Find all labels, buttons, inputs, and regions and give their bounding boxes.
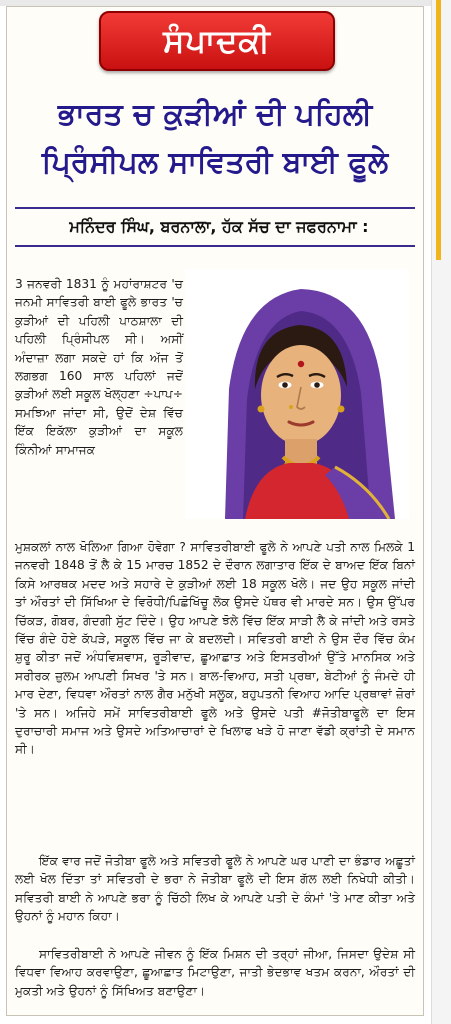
portrait-illustration — [185, 269, 409, 519]
byline-rule-top — [15, 207, 415, 209]
article-paragraph-4: ਸਾਵਿਤਰੀਬਾਈ ਨੇ ਆਪਣੇ ਜੀਵਨ ਨੂੰ ਇੱਕ ਮਿਸ਼ਨ ਦੀ ਤਰ੍ਹਾਂ ਜੀਆ, ਜਿਸਦਾ ਉਦੇਸ਼ ਸੀ ਵਿਧਵਾ ਵਿਆਹ ਕਰਵਾਉਣਾ, ਛੂਆਛਾਤ ਮਿਟਾਉਣਾ, ਜਾਤੀ ਭੇਦਭਾਵ ਖਤਮ ਕਰਨਾ, ਔਰਤਾਂ ਦੀ ਮੁਕਤੀ ਅਤੇ ਉਹਨਾਂ ਨੂੰ ਸਿੱਖਿਅਤ ਬਣਾਉਣਾ। — [15, 947, 415, 998]
byline: ਮਨਿੰਦਰ ਸਿੰਘ, ਬਰਨਾਲਾ, ਹੱਕ ਸੱਚ ਦਾ ਜਫਰਨਾਮਾ : — [69, 217, 369, 236]
editorial-banner — [99, 11, 335, 71]
byline-rule-bottom — [15, 245, 415, 247]
editorial-banner-label: ਸੰਪਾਦਕੀ — [163, 21, 271, 60]
article-paragraph-2: ਮੁਸ਼ਕਲਾਂ ਨਾਲ ਖੋਲਿਆ ਗਿਆ ਹੋਵੇਗਾ ? ਸਾਵਿਤਰੀਬਾਈ ਫੂਲੇ ਨੇ ਆਪਣੇ ਪਤੀ ਨਾਲ ਮਿਲਕੇ 1 ਜਨਵਰੀ 1848 ਤੋਂ ਲੈ ਕੇ 15 ਮਾਰਚ 1852 ਦੇ ਦੌਰਾਨ ਲਗਾਤਾਰ ਇੱਕ ਦੇ ਬਾਅਦ ਇੱਕ ਬਿਨਾਂ ਕਿਸੇ ਆਰਥਕ ਮਦਦ ਅਤੇ ਸਹਾਰੇ ਦੇ ਕੁੜੀਆਂ ਲਈ 18 ਸਕੂਲ ਖੋਲੇ। ਜਦ ਉਹ ਸਕੂਲ ਜਾਂਦੀ ਤਾਂ ਔਰਤਾਂ ਦੀ ਸਿੱਖਿਆ ਦੇ ਵਿਰੋਧੀ/ਪਿਛੋਖਿੱਚੂ ਲੋਕ ਉਸਦੇ ਪੱਥਰ ਵੀ ਮਾਰਦੇ ਸਨ। ਉਸ ਉੱਪਰ ਚਿੱਕੜ, ਗੋਬਰ, ਗੰਦਗੀ ਸੁੱਟ ਦਿੰਦੇ। ਉਹ ਆਪਣੇ ਝੋਲੇ ਵਿੱਚ ਇੱਕ ਸਾੜੀ ਲੈ ਕੇ ਜਾਂਦੀ ਅਤੇ ਰਸਤੇ ਵਿੱਚ ਗੰਦੇ ਹੋਏ ਕੱਪੜੇ, ਸਕੂਲ ਵਿੱਚ ਜਾ ਕੇ ਬਦਲਦੀ। ਸਵਿਤਰੀ ਬਾਈ ਨੇ ਉਸ ਦੌਰ ਵਿੱਚ ਕੰਮ ਸ਼ੁਰੂ ਕੀਤਾ ਜਦੋਂ ਅੰਧਵਿਸ਼ਵਾਸ, ਰੂੜੀਵਾਦ, ਛੂਆਛਾਤ ਅਤੇ ਇਸਤਰੀਆਂ ਉੱਤੇ ਮਾਨਸਿਕ ਅਤੇ ਸਰੀਰਕ ਜ਼ੁਲਮ ਆਪਣੀ ਸਿਖਰ 'ਤੇ ਸਨ। ਬਾਲ-ਵਿਆਹ, ਸਤੀ ਪ੍ਰਥਾ, ਬੇਟੀਆਂ ਨੂੰ ਜੰਮਦੇ ਹੀ ਮਾਰ ਦੇਣਾ, ਵਿਧਵਾ ਔਰਤਾਂ ਨਾਲ ਗੈਰ ਮਨੁੱਖੀ ਸਲੂਕ, ਬਹੁਪਤਨੀ ਵਿਆਹ ਆਦਿ ਪ੍ਰਥਾਵਾਂ ਜ਼ੋਰਾਂ 'ਤੇ ਸਨ। ਅਜਿਹੇ ਸਮੇਂ ਸਾਵਿਤਰੀਬਾਈ ਫੂਲੇ ਅਤੇ ਉਸਦੇ ਪਤੀ #ਜੋਤੀਬਾਫੂਲੇ ਦਾ ਇਸ ਦੁਰਾਚਾਰੀ ਸਮਾਜ ਅਤੇ ਉਸਦੇ ਅਤਿਆਚਾਰਾਂ ਦੇ ਖਿਲਾਫ ਖੜੇ ਹੋ ਜਾਣਾ ਵੱਡੀ ਕ੍ਰਾਂਤੀ ਦੇ ਸਮਾਨ ਸੀ। — [15, 540, 415, 757]
article-paragraph-3: ਇੱਕ ਵਾਰ ਜਦੋਂ ਜੋਤੀਬਾ ਫੂਲੇ ਅਤੇ ਸਵਿਤਰੀ ਫੂਲੇ ਨੇ ਆਪਣੇ ਘਰ ਪਾਣੀ ਦਾ ਭੰਡਾਰ ਅਛੂਤਾਂ ਲਈ ਖੋਲ ਦਿੱਤਾ ਤਾਂ ਸਵਿਤਰੀ ਦੇ ਭਰਾ ਨੇ ਜੋਤੀਬਾ ਫੂਲੇ ਦੀ ਇਸ ਗੱਲ ਲਈ ਨਿਖੇਧੀ ਕੀਤੀ। ਸਵਿਤਰੀ ਬਾਈ ਨੇ ਆਪਣੇ ਭਰਾ ਨੂੰ ਚਿੱਠੀ ਲਿਖ ਕੇ ਆਪਣੇ ਪਤੀ ਦੇ ਕੰਮਾਂ 'ਤੇ ਮਾਣ ਕੀਤਾ ਅਤੇ ਉਹਨਾਂ ਨੂੰ ਮਹਾਨ ਕਿਹਾ। — [15, 854, 415, 924]
right-edge-strip — [431, 0, 451, 1024]
newspaper-page — [6, 6, 424, 1016]
headline-line-2: ਪ੍ਰਿੰਸੀਪਲ ਸਾਵਿਤਰੀ ਬਾਈ ਫੂਲੇ — [41, 145, 389, 180]
headline-line-1: ਭਾਰਤ ਚ ਕੁੜੀਆਂ ਦੀ ਪਹਿਲੀ — [57, 97, 373, 132]
portrait-image — [185, 269, 409, 519]
article-paragraph-1: 3 ਜਨਵਰੀ 1831 ਨੂੰ ਮਹਾਂਰਾਸ਼ਟਰ 'ਚ ਜਨਮੀ ਸਾਵਿਤਰੀ ਬਾਈ ਫੂਲੇ ਭਾਰਤ 'ਚ ਕੁੜੀਆਂ ਦੀ ਪਹਿਲੀ ਪਾਠਸ਼ਾਲਾ ਦੀ ਪਹਿਲੀ ਪ੍ਰਿੰਸੀਪਲ ਸੀ। ਅਸੀਂ ਅੰਦਾਜ਼ਾ ਲਗਾ ਸਕਦੇ ਹਾਂ ਕਿ ਅੱਜ ਤੋਂ ਲਗਭਗ 160 ਸਾਲ ਪਹਿਲਾਂ ਜਦੋਂ ਕੁੜੀਆਂ ਲਈ ਸਕੂਲ ਖੋਲ੍ਹਣਾ ÷ਪਾਪ÷ ਸਮਝਿਆ ਜਾਂਦਾ ਸੀ, ਉਦੋਂ ਦੇਸ਼ ਵਿੱਚ ਇੱਕ ਇਕੱਲਾ ਕੁੜੀਆਂ ਦਾ ਸਕੂਲ ਕਿੰਨੀਆਂ ਸਾਮਾਜਕ — [15, 277, 183, 457]
face — [261, 345, 341, 445]
bindi — [298, 361, 304, 367]
gold-accent-bar — [436, 0, 441, 260]
